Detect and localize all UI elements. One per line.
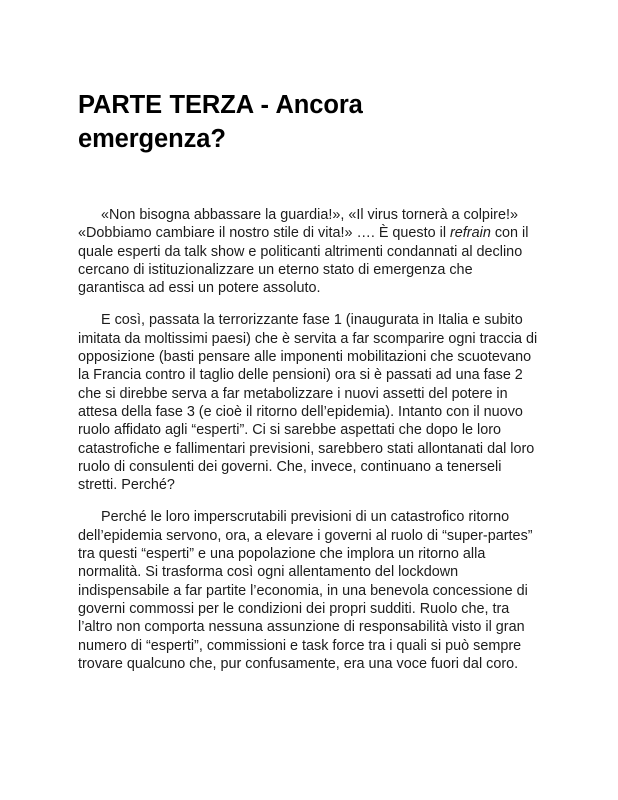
text-run: Perché le loro imperscrutabili previsioni di un catastrofico ritorno dell’epidemia servono, ora, a elevare i governi al ruolo di “super-partes” tra questi “esperti” e una popolazione che implora un ritorno alla normalità. Si trasforma così ogni allentamento del lockdown indispensabile a far partite l’economia, in una benevola concessione di governi commossi per le condizioni dei propri sudditi. Ruolo che, tra l’altro non comporta nessuna assunzione di responsabilità visto il gran numero di “esperti”, commissioni e task force tra i quali si può sempre trovare qualcuno che, pur confusamente, era una voce fuori dal coro. (78, 509, 533, 672)
text-run: «Non bisogna abbassare la guardia!», «Il virus tornerà a colpire!» «Dobbiamo cambiare il nostro stile di vita!» …. È questo il (78, 207, 518, 242)
paragraph (78, 206, 542, 298)
paragraph (78, 508, 542, 673)
document-content (78, 88, 542, 673)
text-run: E così, passata la terrorizzante fase 1 (inaugurata in Italia e subito imitata da moltissimi paesi) che è servita a far scomparire ogni traccia di opposizione (basti pensare alle imponenti mobilitazioni che scuotevano la Francia contro il taglio delle pensioni) ora si è passati ad una fase 2 che si direbbe serva a far metabolizzare i nuovi assetti del potere in attesa della fase 3 (e cioè il ritorno dell’epidemia). Intanto con il nuovo ruolo affidato agli “esperti”. Ci si sarebbe aspettati che dopo le loro catastrofiche e fallimentari previsioni, sarebbero stati allontanati dal loro ruolo di consulenti dei governi. Che, invece, continuano a tenerseli stretti. Perché? (78, 312, 538, 494)
paragraph (78, 311, 542, 494)
page-title: PARTE TERZA - Ancora emergenza? (78, 91, 363, 153)
italic-text-run: refrain (449, 225, 491, 242)
text-run: con il quale esperti da talk show e politicanti altrimenti condannati al declino cercano di istituzionalizzare un eterno stato di emergenza che garantisca ad essi un potere assoluto. (78, 225, 529, 297)
body-text-container (78, 206, 542, 673)
